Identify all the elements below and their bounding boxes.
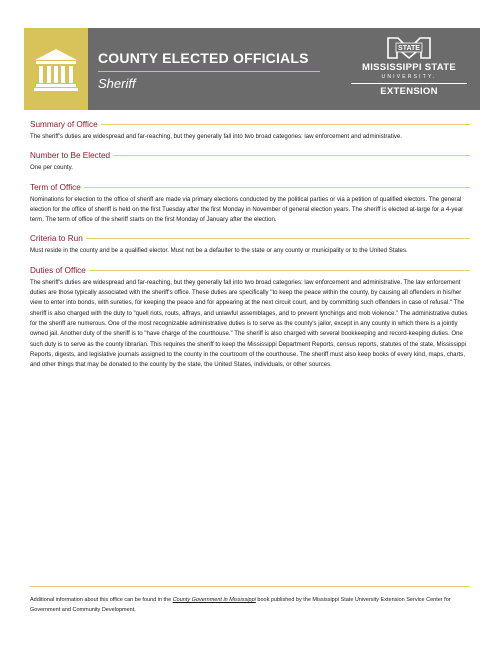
section-divider [84,187,470,188]
section-text: Nominations for election to the office of sheriff are made via primary elections conducted by the political parties or via a petition of qualified electors. The general election for the office of sheriff is held on the first Tuesday after the first Monday in November of general election years. The sheriff is elected at-large for a 4-year term. The term of office of the sheriff starts on the first Monday of January after the election. [30,195,464,224]
header-main [88,28,480,110]
footer-note [30,596,470,615]
section-title: Summary of Office [30,120,98,129]
section-text: The sheriff's duties are widespread and far-reaching, but they generally fall into two broad categories: law enforcement and administrative. The law enforcement duties are those typically associated with the sheriff's office. These duties are specifically "to keep the peace within the county, by causing all offenders in his/her view to enter into bonds, with sureties, for keeping the peace and for appearing at the next circuit court, and by committing such offenders in case of refusal." The sheriff is also charged with the duty to "quell riots, routs, affrays, and unlawful assemblages, and to prevent lynchings and mob violence." The administrative duties for the sheriff are numerous. One of the most recognizable administrative duties is to serve as the county's jailor, except in any county in which there is a jointly owned jail. Another duty of the sheriff is to "have charge of the courthouse." The sheriff is also charged with several bookkeeping and record-keeping duties. One such duty is to serve as the county librarian. This requires the sheriff to keep the Mississippi Department Reports, census reports, statutes of the state, Mississippi Reports, digests, and legislative journals assigned to the county in the courtroom of the courthouse. The sheriff must also keep books of every kind, maps, charts, and other things that may be donated to the county by the state, the United States, individuals, or other sources. [30,278,468,369]
page-title: COUNTY ELECTED OFFICIALS [98,50,309,66]
msu-extension-logo [346,36,472,106]
document-body [30,120,470,379]
section-term-of-office [30,183,470,226]
section-title: Number to Be Elected [30,151,111,161]
section-summary-of-office [30,120,470,142]
section-heading [30,120,470,129]
section-divider [86,238,470,239]
section-heading [30,151,470,160]
section-divider [101,124,470,125]
book-title-link[interactable]: County Government in Mississippi [172,597,256,603]
footer-divider [30,586,470,587]
courthouse-icon [33,47,79,91]
footer-text-before: Additional information about this office can be found in the [30,597,173,603]
footer-text-after: book published by the Mississippi State University Extension Service Center for Government and Community Development. [30,597,451,613]
page-subtitle: Sheriff [98,76,136,91]
section-heading [30,183,470,192]
section-heading [30,234,470,243]
header-icon-box [24,28,88,110]
section-criteria-to-run [30,234,470,256]
msu-m-logo-icon [386,36,432,60]
header-banner [24,28,480,110]
section-divider [113,155,470,156]
logo-extension: EXTENSION [380,86,438,97]
section-text: One per county. [30,164,73,172]
section-title: Duties of Office [30,265,86,275]
section-divider [89,270,470,271]
section-number-to-be-elected [30,151,470,173]
section-title: Criteria to Run [30,234,83,244]
section-text: Must reside in the county and be a qualified elector. Must not be a defaulter to the state or any county or municipality or to the United States. [30,247,408,255]
section-text: The sheriff's duties are widespread and far-reaching, but they generally fall into two broad categories: law enforcement and administrative. [30,133,402,140]
section-duties-of-office [30,266,470,371]
logo-university: UNIVERSITY. [381,74,437,80]
logo-shield-text: STATE [398,45,420,52]
section-heading [30,266,470,275]
title-divider [98,71,320,72]
logo-name: MISSISSIPPI STATE [362,62,456,73]
logo-divider [351,83,467,84]
section-title: Term of Office [30,182,81,192]
